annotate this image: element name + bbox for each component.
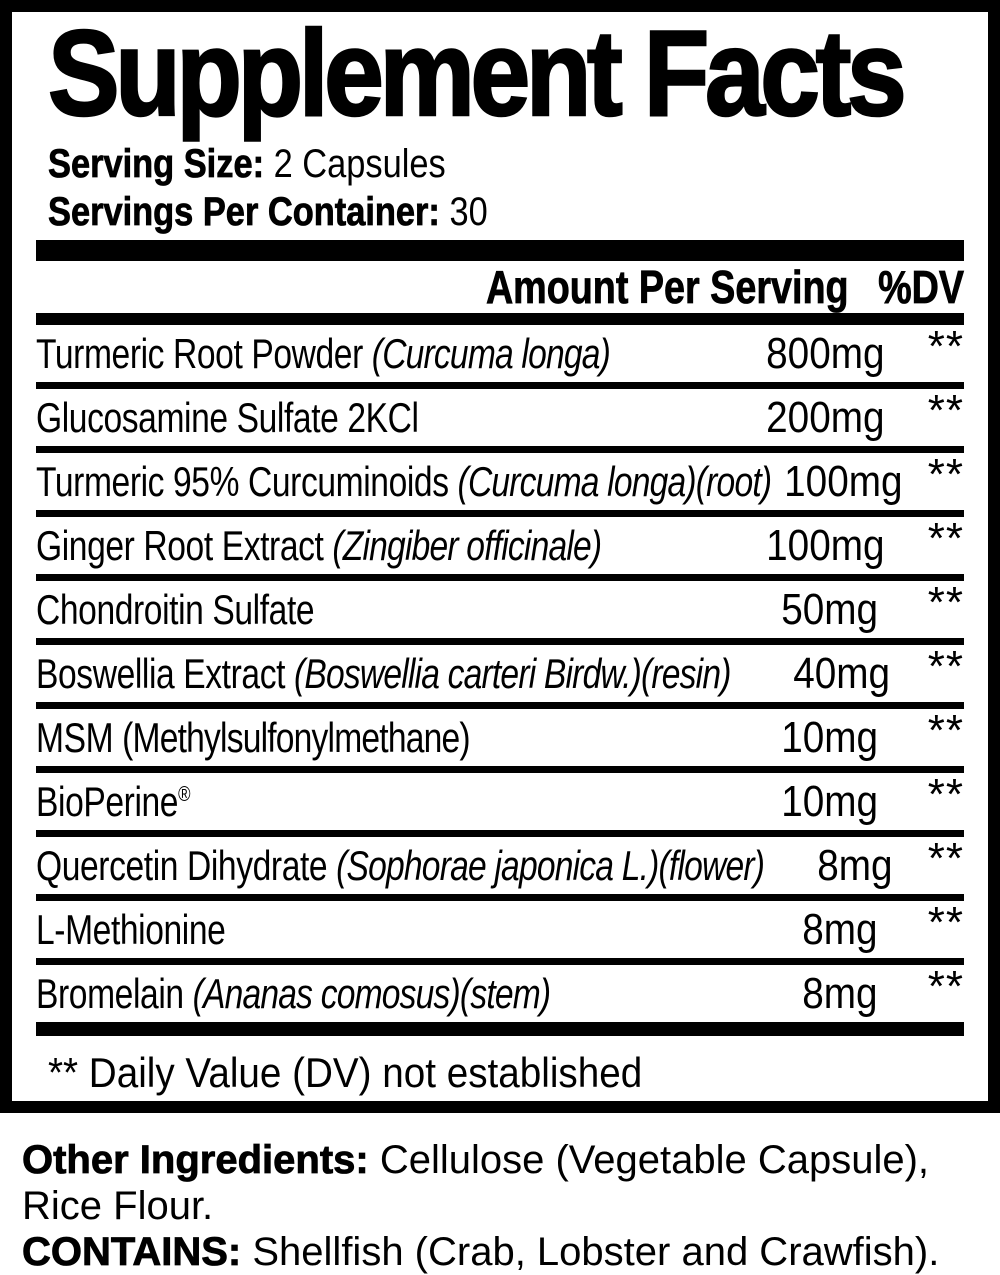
serving-size-line (48, 140, 964, 188)
daily-value: ** (927, 449, 964, 499)
amount-per-serving: 8mg (802, 904, 878, 954)
daily-value: ** (927, 321, 964, 371)
daily-value: ** (927, 641, 964, 691)
ingredient-name: Turmeric Root Powder (Curcuma longa) (36, 329, 611, 377)
ingredient-name: Boswellia Extract (Boswellia carteri Birdw.)(resin) (36, 649, 731, 697)
other-ingredients-value-line1: Cellulose (Vegetable Capsule), (379, 1138, 930, 1182)
daily-value: ** (927, 385, 964, 435)
panel-title: Supplement Facts (48, 5, 903, 141)
ingredient-table (36, 321, 965, 1022)
serving-size-label: Serving Size: (48, 142, 265, 186)
column-header (36, 261, 964, 313)
daily-value: ** (927, 577, 964, 627)
ingredient-name: Bromelain (Ananas comosus)(stem) (36, 969, 551, 1017)
ingredient-row-quercetin-dihydrate (36, 830, 964, 894)
servings-per-container-line (48, 188, 964, 236)
servings-per-container-label: Servings Per Container: (48, 190, 440, 234)
registered-trademark-symbol: ® (178, 782, 191, 806)
ingredient-name: BioPerine® (36, 777, 191, 825)
daily-value: ** (927, 705, 964, 755)
ingredient-row-bromelain (36, 958, 964, 1022)
ingredient-row-boswellia-extract (36, 638, 964, 702)
ingredient-name: Turmeric 95% Curcuminoids (Curcuma longa)(root) (36, 457, 772, 505)
header-amount-per-serving: Amount Per Serving (485, 261, 849, 313)
amount-per-serving: 200mg (766, 392, 885, 442)
amount-per-serving: 10mg (781, 712, 878, 762)
contains-line (22, 1229, 1000, 1275)
ingredient-row-turmeric-curcuminoids (36, 446, 964, 510)
ingredient-name: Ginger Root Extract (Zingiber officinale) (36, 521, 602, 569)
divider-header (36, 313, 964, 325)
ingredient-row-chondroitin-sulfate (36, 574, 964, 638)
footer-ingredients (0, 1113, 1000, 1275)
amount-per-serving: 40mg (793, 648, 891, 698)
ingredient-row-msm (36, 702, 964, 766)
ingredient-name: Quercetin Dihydrate (Sophorae japonica L.)(flower) (36, 841, 765, 889)
ingredient-row-ginger-root-extract (36, 510, 964, 574)
amount-per-serving: 100mg (766, 520, 885, 570)
ingredient-row-turmeric-root-powder (36, 321, 964, 382)
ingredient-row-l-methionine (36, 894, 964, 958)
ingredient-name: Glucosamine Sulfate 2KCl (36, 393, 419, 441)
ingredient-name: Chondroitin Sulfate (36, 585, 315, 633)
serving-info (36, 126, 964, 236)
daily-value: ** (927, 513, 964, 563)
serving-size-value: 2 Capsules (273, 142, 446, 186)
header-percent-dv: %DV (878, 261, 964, 313)
amount-per-serving: 100mg (783, 456, 903, 506)
divider-thick-top (36, 240, 964, 261)
other-ingredients-value-line2: Rice Flour. (22, 1184, 214, 1228)
ingredient-name: MSM (Methylsulfonylmethane) (36, 713, 470, 761)
other-ingredients-label: Other Ingredients: (22, 1138, 369, 1182)
daily-value: ** (927, 769, 964, 819)
contains-label: CONTAINS: (22, 1230, 242, 1274)
servings-per-container-value: 30 (449, 190, 488, 234)
amount-per-serving: 10mg (781, 776, 878, 826)
ingredient-row-glucosamine-sulfate (36, 382, 964, 446)
ingredient-row-bioperine (36, 766, 964, 830)
amount-per-serving: 8mg (802, 968, 878, 1018)
amount-per-serving: 8mg (817, 840, 894, 890)
daily-value: ** (927, 961, 964, 1011)
daily-value: ** (927, 833, 965, 883)
ingredient-name: L-Methionine (36, 905, 226, 953)
daily-value-footnote: ** Daily Value (DV) not established (48, 1049, 643, 1096)
contains-value: Shellfish (Crab, Lobster and Crawfish). (252, 1230, 940, 1274)
amount-per-serving: 50mg (781, 584, 878, 634)
divider-thick-bottom (36, 1022, 964, 1036)
daily-value: ** (927, 897, 964, 947)
other-ingredients-line (22, 1137, 1000, 1229)
amount-per-serving: 800mg (766, 328, 885, 378)
